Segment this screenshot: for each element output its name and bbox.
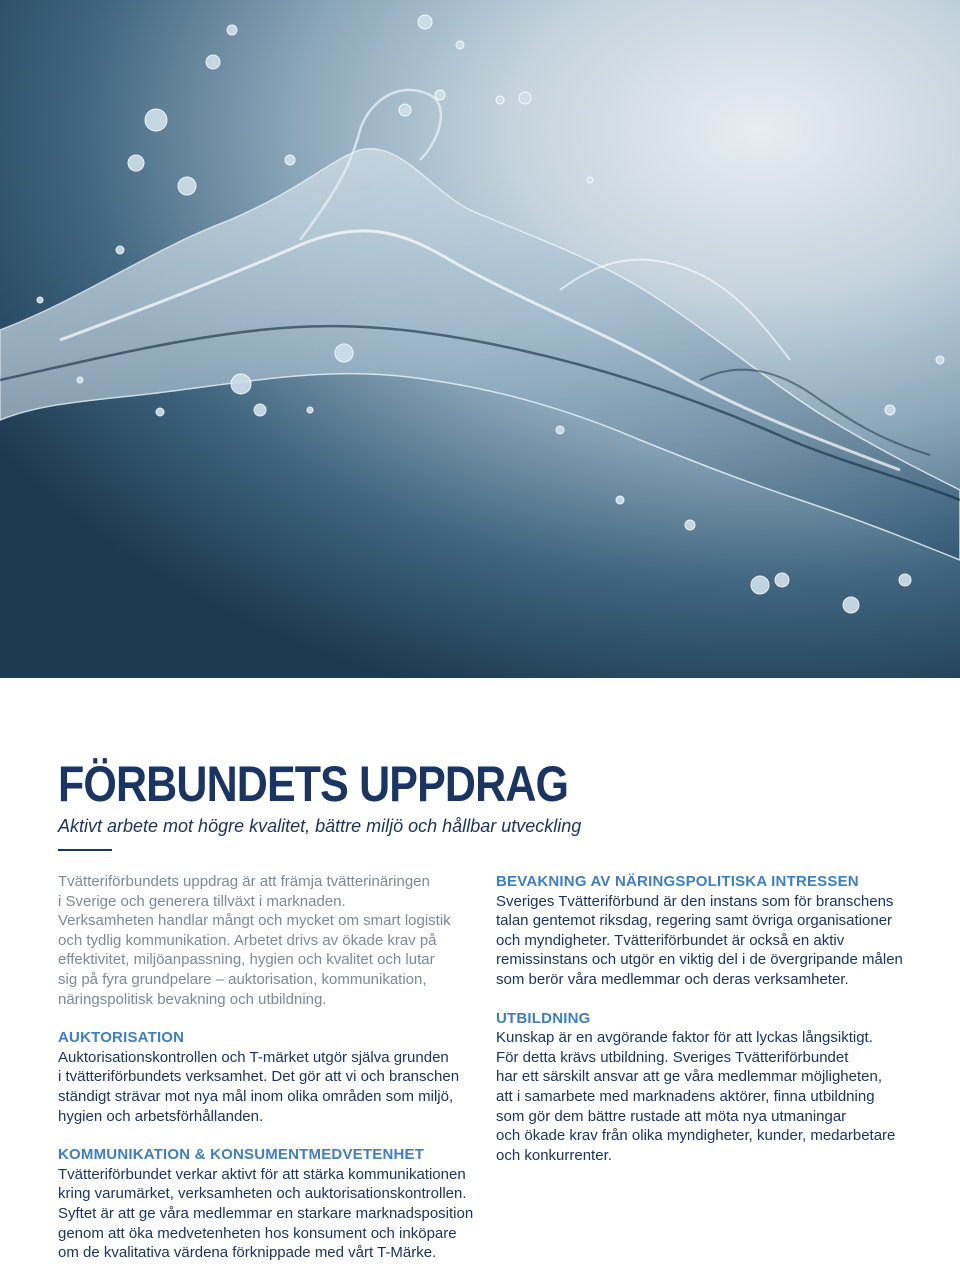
section-line: om de kvalitativa värdena förknippade med vårt T-Märke. [58, 1244, 437, 1262]
section-line: För detta krävs utbildning. Sveriges Tvätteriförbundet [496, 1048, 849, 1066]
section-line: som gör dem bättre rustade att möta nya utmaningar [496, 1107, 847, 1125]
section-auktorisation [58, 1028, 478, 1126]
section-line: remissinstans och utgör en viktig del i de övergripande målen [496, 951, 903, 969]
page-title: FÖRBUNDETS UPPDRAG [58, 756, 569, 812]
intro-line: näringspolitisk bevakning och utbildning. [58, 990, 327, 1008]
section-line: genom att öka medvetenheten hos konsument och inköpare [58, 1224, 457, 1242]
page-subtitle: Aktivt arbete mot högre kvalitet, bättre miljö och hållbar utveckling [58, 816, 582, 836]
intro-line: effektivitet, miljöanpassning, hygien och kvalitet och lutar [58, 951, 435, 969]
intro-line: sig på fyra grundpelare – auktorisation, kommunikation, [58, 970, 427, 988]
section-line: och konkurrenter. [496, 1146, 612, 1164]
section-line: har ett särskilt ansvar att ge våra medlemmar möjligheten, [496, 1068, 882, 1086]
section-line: hygien och arbetsförhållanden. [58, 1107, 264, 1125]
section-heading: AUKTORISATION [58, 1029, 185, 1047]
intro-paragraph [58, 872, 478, 1009]
section-line: och ökade krav från olika myndigheter, kunder, medarbetare [496, 1127, 896, 1145]
section-line: Sveriges Tvätteriförbund är den instans som för branschens [496, 892, 894, 910]
section-line: Syftet är att ge våra medlemmar en starkare marknadsposition [58, 1204, 474, 1222]
intro-line: och tydlig kommunikation. Arbetet drivs av ökade krav på [58, 931, 437, 949]
section-line: att i samarbete med marknadens aktörer, finna utbildning [496, 1087, 875, 1105]
intro-line: i Sverige och generera tillväxt i marknaden. [58, 892, 346, 910]
section-line: som berör våra medlemmar och deras verksamheter. [496, 970, 849, 988]
section-heading: BEVAKNING AV NÄRINGSPOLITISKA INTRESSEN [496, 873, 859, 890]
section-line: i tvätteriförbundets verksamhet. Det gör att vi och branschen [58, 1068, 460, 1086]
right-column [496, 872, 916, 1165]
section-line: Tvätteriförbundet verkar aktivt för att stärka kommunikationen [58, 1165, 466, 1183]
section-utbildning [496, 1009, 916, 1166]
intro-line: Tvätteriförbundets uppdrag är att främja tvätterinäringen [58, 873, 430, 890]
section-line: talan gentemot riksdag, regering samt övriga organisationer [496, 912, 893, 930]
title-divider [58, 849, 112, 851]
intro-line: Verksamheten handlar mångt och mycket om smart logistik [58, 912, 451, 930]
section-line: Kunskap är en avgörande faktor för att lyckas långsiktigt. [496, 1029, 873, 1047]
left-column [58, 872, 478, 1263]
section-bevakning [496, 872, 916, 990]
section-line: Auktorisationskontrollen och T-märket utgör själva grunden [58, 1048, 449, 1066]
section-line: kring varumärket, verksamheten och auktorisationskontrollen. [58, 1185, 467, 1203]
section-kommunikation [58, 1145, 478, 1263]
section-line: ständigt strävar mot nya mål inom olika områden som miljö, [58, 1087, 454, 1105]
section-heading: UTBILDNING [496, 1009, 591, 1027]
section-line: och myndigheter. Tvätteriförbundet är också en aktiv [496, 931, 845, 949]
section-heading: KOMMUNIKATION & KONSUMENTMEDVETENHET [58, 1146, 425, 1164]
